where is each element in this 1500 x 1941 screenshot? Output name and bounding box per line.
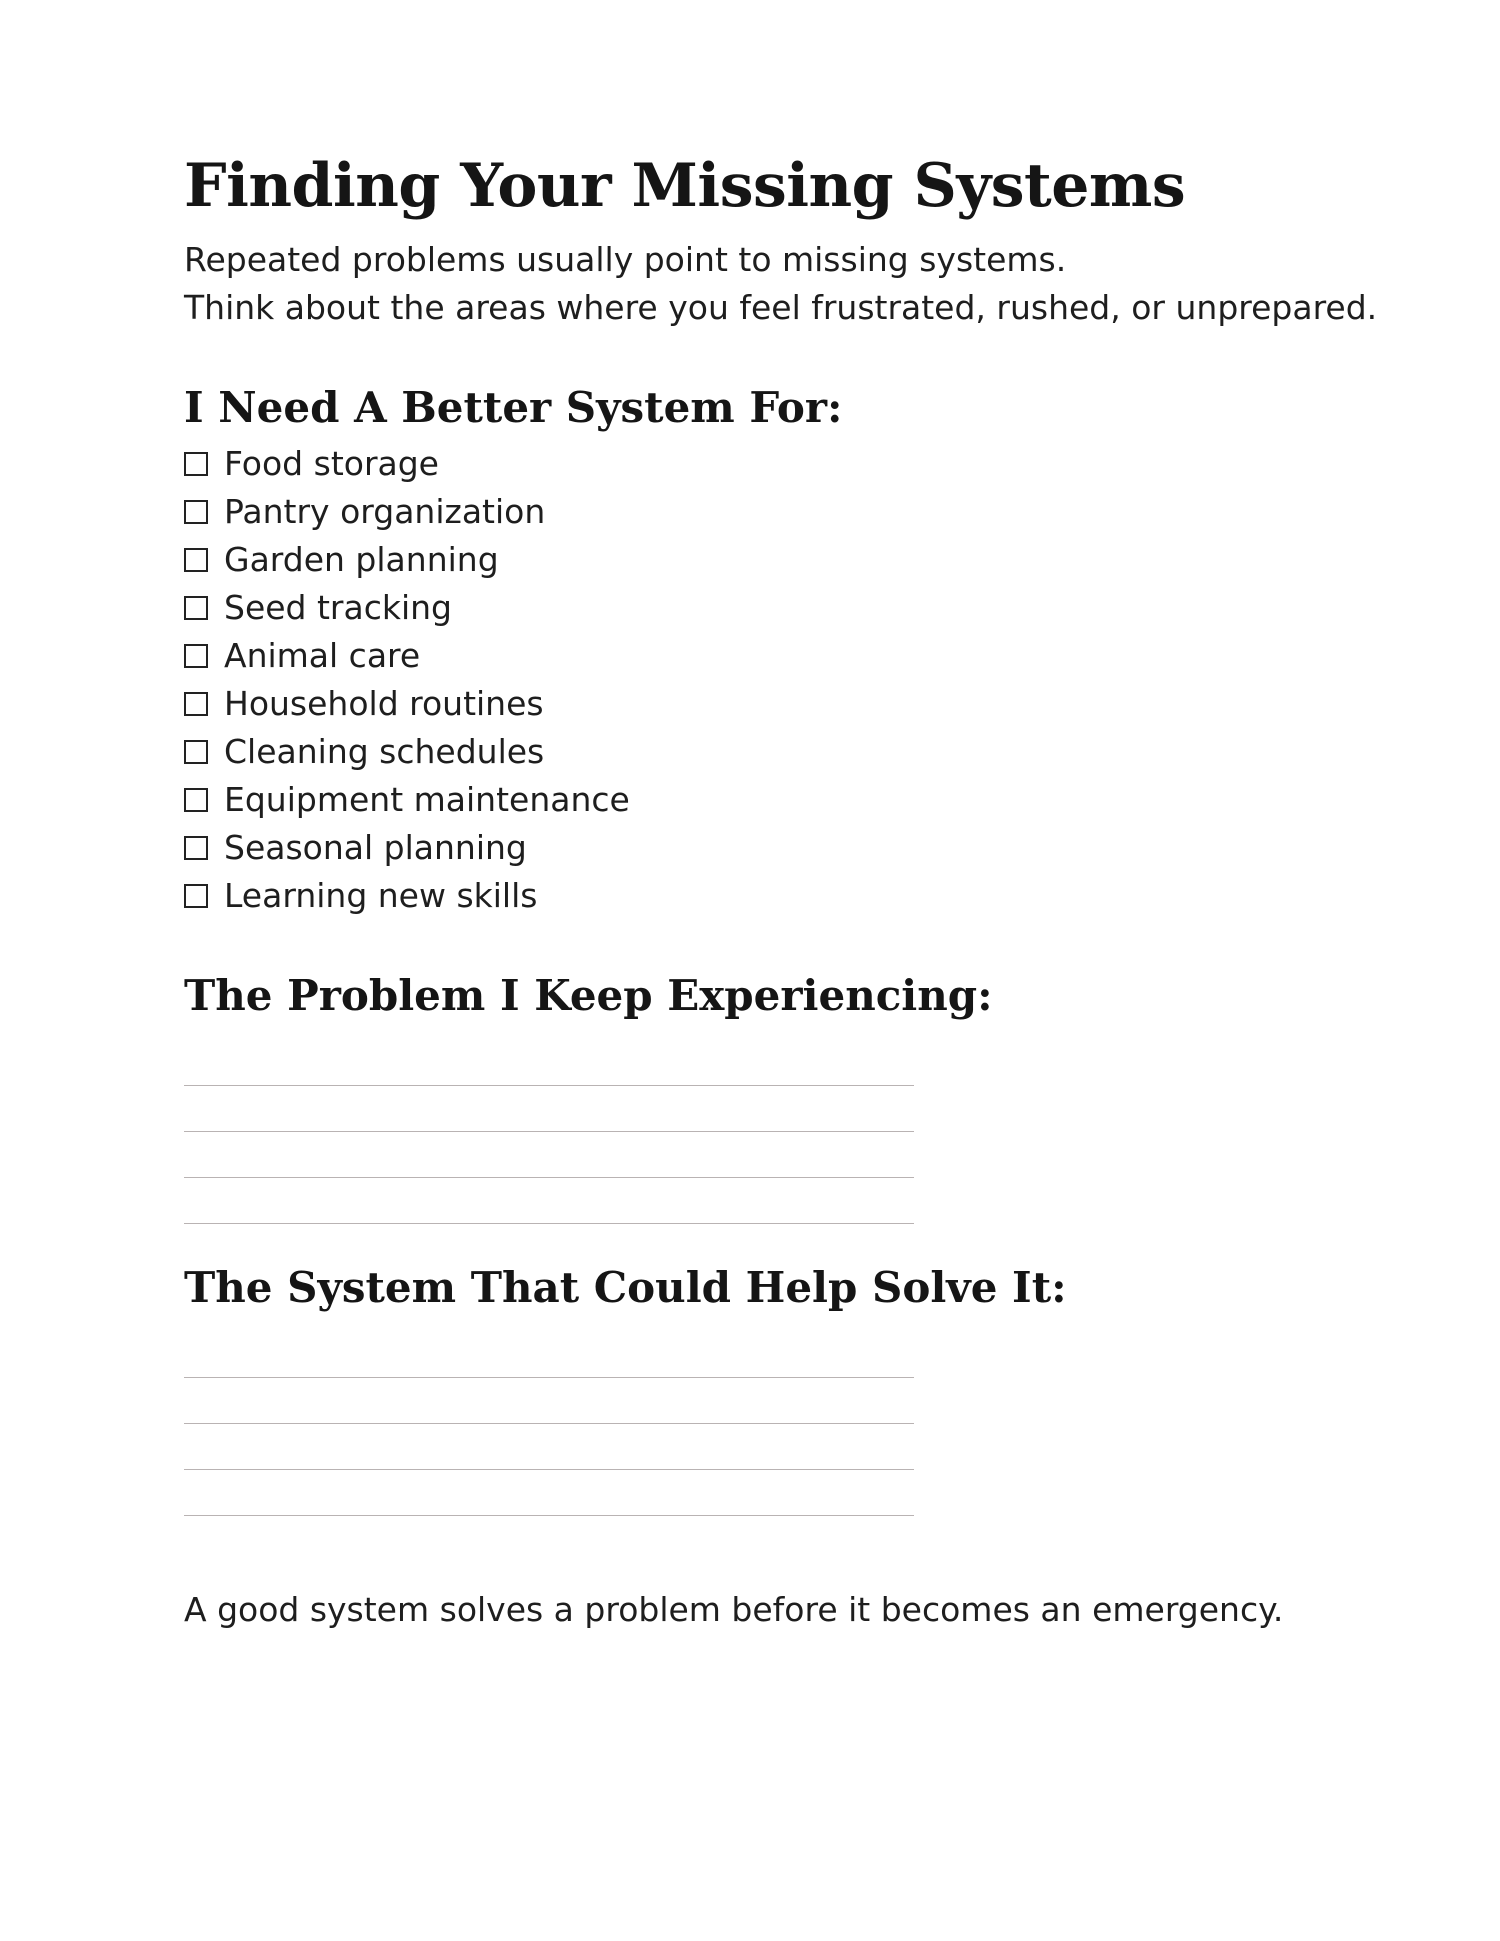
checklist-item-label: Household routines [224,684,544,723]
checklist-item[interactable] [184,872,1384,920]
writing-line[interactable] [184,1470,914,1516]
checkbox[interactable] [184,692,208,716]
checklist-item-label: Food storage [224,444,439,483]
checklist-item-label: Cleaning schedules [224,732,545,771]
checkbox[interactable] [184,884,208,908]
checkbox[interactable] [184,596,208,620]
checkbox[interactable] [184,740,208,764]
checklist-item[interactable] [184,488,1384,536]
problem-writing-lines[interactable] [184,1040,914,1224]
writing-line[interactable] [184,1424,914,1470]
checklist-item-label: Seed tracking [224,588,453,627]
needs-checklist [184,440,1384,920]
checklist-item[interactable] [184,584,1384,632]
checklist-item-label: Pantry organization [224,492,546,531]
needs-heading: I Need A Better System For: [184,383,843,432]
footer-note: A good system solves a problem before it becomes an emergency. [184,1590,1284,1629]
checkbox[interactable] [184,836,208,860]
checklist-item[interactable] [184,440,1384,488]
checkbox[interactable] [184,548,208,572]
checklist-item[interactable] [184,728,1384,776]
checklist-item-label: Animal care [224,636,421,675]
checklist-item[interactable] [184,680,1384,728]
checklist-item[interactable] [184,824,1384,872]
intro-line-2: Think about the areas where you feel frustrated, rushed, or unprepared. [184,288,1378,327]
writing-line[interactable] [184,1178,914,1224]
checklist-item[interactable] [184,632,1384,680]
checklist-item[interactable] [184,776,1384,824]
writing-line[interactable] [184,1132,914,1178]
checklist-item-label: Learning new skills [224,876,538,915]
writing-line[interactable] [184,1086,914,1132]
problem-heading: The Problem I Keep Experiencing: [184,971,993,1020]
worksheet-page [184,150,1384,1634]
solution-heading: The System That Could Help Solve It: [184,1263,1067,1312]
checkbox[interactable] [184,452,208,476]
writing-line[interactable] [184,1378,914,1424]
checklist-item-label: Garden planning [224,540,499,579]
page-title: Finding Your Missing Systems [184,151,1186,221]
writing-line[interactable] [184,1040,914,1086]
writing-line[interactable] [184,1332,914,1378]
solution-writing-lines[interactable] [184,1332,914,1516]
checklist-item[interactable] [184,536,1384,584]
checkbox[interactable] [184,644,208,668]
checklist-item-label: Seasonal planning [224,828,527,867]
checkbox[interactable] [184,788,208,812]
intro-text [184,236,1384,332]
intro-line-1: Repeated problems usually point to missing systems. [184,240,1067,279]
checkbox[interactable] [184,500,208,524]
checklist-item-label: Equipment maintenance [224,780,630,819]
